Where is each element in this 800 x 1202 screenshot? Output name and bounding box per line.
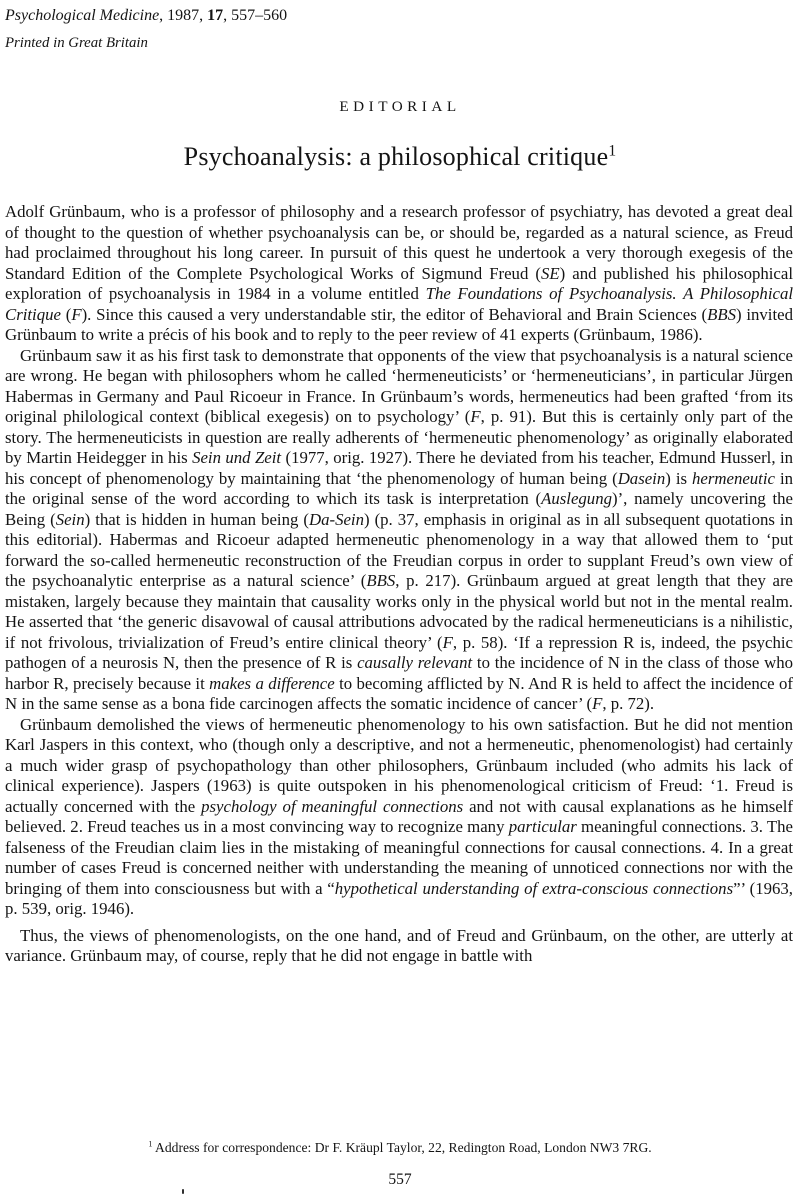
scan-artifact xyxy=(182,1189,184,1194)
printed-in-line: Printed in Great Britain xyxy=(5,35,148,52)
page-number: 557 xyxy=(388,1171,412,1188)
masthead xyxy=(0,0,800,52)
paragraph: Thus, the views of phenomenologists, on the one hand, and of Freud and Grünbaum, on the other, are utterly at variance. Grünbaum may, of course, reply that he did not engage in battle with xyxy=(5,925,793,966)
paragraph: Adolf Grünbaum, who is a professor of philosophy and a research professor of psychiatry, has devoted a great deal of thought to the question of whether psychoanalysis can be, or should be, regarded as a natural science, as Freud had proclaimed throughout his long career. In pursuit of this quest he undertook a very thorough exegesis of the Standard Edition of the Complete Psychological Works of Sigmund Freud (SE) and published his philosophical exploration of psychoanalysis in 1984 in a volume entitled The Foundations of Psychoanalysis. A Philosophical Critique (F). Since this caused a very understandable stir, the editor of Behavioral and Brain Sciences (BBS) invited Grünbaum to write a précis of his book and to reply to the peer review of 41 experts (Grünbaum, 1986). xyxy=(5,202,793,345)
correspondence-footnote: $^1$ Address for correspondence: Dr F. Kräupl Taylor, 22, Redington Road, London NW3 7RG. xyxy=(148,1139,652,1155)
section-label-editorial: EDITORIAL xyxy=(339,98,461,116)
journal-citation: Psychological Medicine, 1987, 17, 557–560 xyxy=(5,7,288,24)
paragraph: Grünbaum saw it as his first task to demonstrate that opponents of the view that psychoanalysis is a natural science are wrong. He began with philosophers whom he called ‘hermeneuticists’ or ‘hermeneuticians’, in particular Jürgen Habermas in Germany and Paul Ricoeur in France. In Grünbaum’s words, hermeneutics had been grafted ‘from its original philological context (biblical exegesis) on to psychology’ (F, p. 91). But this is certainly only part of the story. The hermeneuticists in question are really adherents of ‘hermeneutic phenomenology’ as originally elaborated by Martin Heidegger in his Sein und Zeit (1977, orig. 1927). There he deviated from his teacher, Edmund Husserl, in his concept of phenomenology by maintaining that ‘the phenomenology of human being (Dasein) is hermeneutic in the original sense of the word according to which its task is interpretation (Auslegung)’, namely uncovering the Being (Sein) that is hidden in human being (Da-Sein) (p. 37, emphasis in original as in all subsequent quotations in this editorial). Habermas and Ricoeur adapted hermeneutic phenomenology in a way that allowed them to ‘put forward the so-called hermeneutic reconstruction of the Freudian corpus in order to supplant Freud’s own view of the psychoanalytic enterprise as a natural science’ (BBS, p. 217). Grünbaum argued at great length that they are mistaken, largely because they maintain that causality works only in the physical world but not in the mental realm. He asserted that ‘the generic disavowal of causal attributions advocated by the radical hermeneuticians is a nihilistic, if not frivolous, trivialization of Freud’s entire clinical theory’ (F, p. 58). ‘If a repression R is, indeed, the psychic pathogen of a neurosis N, then the presence of R is causally relevant to the incidence of N in the class of those who harbor R, precisely because it makes a difference to becoming afflicted by N. And R is held to affect the incidence of N in the same sense as a bona fide carcinogen affects the somatic incidence of cancer’ (F, p. 72). xyxy=(5,345,794,714)
paragraph: Grünbaum demolished the views of hermeneutic phenomenology to his own satisfaction. But he did not mention Karl Jaspers in this context, who (though only a descriptive, and not a hermeneutic, phenomenologist) had certainly a much wider grasp of psychopathology than other philosophers, Grünbaum included (who admits his lack of clinical experience). Jaspers (1963) is quite outspoken in his phenomenological criticism of Freud: ‘1. Freud is actually concerned with the psychology of meaningful connections and not with causal explanations as he himself believed. 2. Freud teaches us in a most convincing way to recognize many particular meaningful connections. 3. The falseness of the Freudian claim lies in the mistaking of meaningful connections for causal connections. 4. In a great number of cases Freud is concerned neither with understanding the meaning of unnoticed connections nor with the bringing of them into consciousness but with a “hypothetical understanding of extra-conscious connections”’ (1963, p. 539, orig. 1946). xyxy=(5,714,794,919)
article-body xyxy=(5,202,793,967)
article-title: Psychoanalysis: a philosophical critique$^1$ xyxy=(183,142,617,172)
